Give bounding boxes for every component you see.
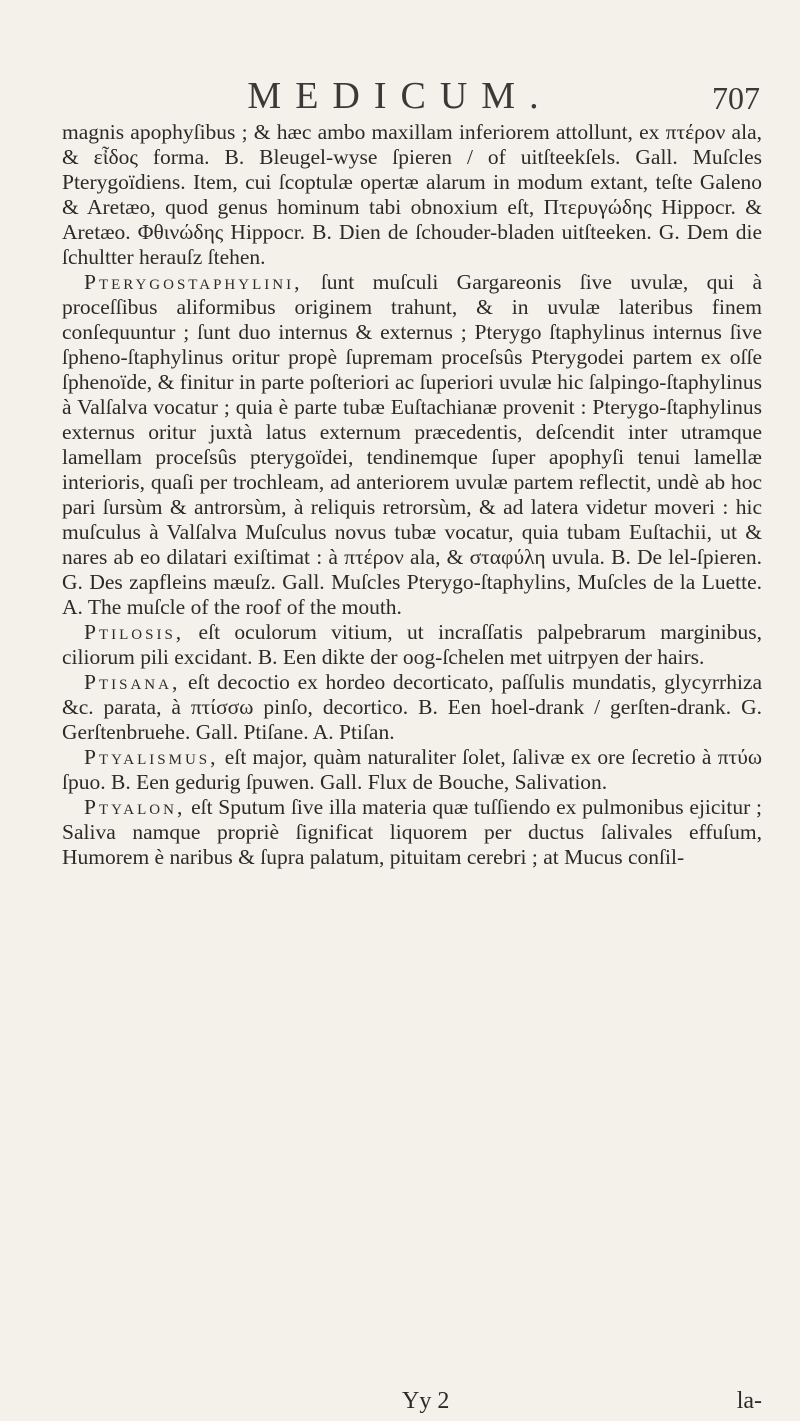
entry-ptilosis bbox=[62, 620, 762, 670]
entry-headword: Ptisana, bbox=[84, 670, 181, 694]
entry-text: eſt Sputum ſive illa materia quæ tuſſiendo ex pulmonibus ejicitur ; Saliva namque propriè ſignificat liquorem per ductus ſalivales effuſum, Humorem è naribus & ſupra palatum, pituitam cerebri ; at Mucus conſil- bbox=[62, 795, 763, 869]
entry-headword: Ptyalismus, bbox=[84, 745, 219, 769]
entry-ptyalon bbox=[62, 795, 762, 870]
dictionary-text bbox=[62, 120, 762, 870]
entry-headword: Ptilosis, bbox=[84, 620, 185, 644]
entry-text: eſt decoctio ex hordeo decorticato, paſſulis mundatis, glycyrrhiza &c. parata, à πτίσσω pinſo, decortico. B. Een hoel-drank / gerſten-drank. G. Gerſtenbruehe. Gall. Ptiſane. A. Ptiſan. bbox=[62, 670, 763, 744]
entry-headword: Pterygostaphylini, bbox=[84, 270, 303, 294]
entry-ptyalismus bbox=[62, 745, 762, 795]
signature-mark: Yy 2 bbox=[402, 1388, 450, 1414]
entry-headword: Ptyalon, bbox=[84, 795, 186, 819]
running-head: MEDICUM. bbox=[247, 75, 553, 117]
entry-ptisana bbox=[62, 670, 762, 745]
entry-pterygostaphylini bbox=[62, 270, 762, 620]
entry-text: magnis apophyſibus ; & hæc ambo maxillam inferiorem attollunt, ex πτέρον ala, & εἶδος forma. B. Bleugel-wyse ſpieren / of uitſteekſels. Gall. Muſcles Pterygoïdiens. Item, cui ſcoptulæ opertæ alarum in modum extant, teſte Galeno & Aretæo, quod genus hominum tabi obnoxium eſt, Πτερυγώδης Hippocr. & Aretæo. Φθινώδης Hippocr. B. Dien de ſchouder-bladen uitſteeken. G. Dem die ſchultter herauſz ſtehen. bbox=[62, 120, 762, 269]
catchword: la- bbox=[736, 1388, 762, 1414]
entry-text: ſunt muſculi Gargareonis ſive uvulæ, qui à proceſſibus aliformibus originem trahunt, & in uvulæ lateribus finem conſequuntur ; ſunt duo internus & externus ; Pterygo ſtaphylinus internus ſive ſpheno-ſtaphylinus oritur propè ſupremam proceſsûs Pterygodei partem ex oſſe ſphenoïde, & finitur in parte poſteriori ac ſuperiori uvulæ hic ſalpingo-ſtaphylinus à Valſalva vocatur ; quia è parte tubæ Euſtachianæ provenit : Pterygo-ſtaphylinus externus oritur juxtà latus externum præcedentis, deſcendit inter utramque lamellam proceſsûs pterygoïdei, tendinemque ſuper apophyſi tenui lamellæ interioris, quaſi per trochleam, ad anteriorem uvulæ partem reflectit, undè ab hoc pari ſursùm & antrorsùm, à reliquis retrorsùm, & ad latera videtur moveri : hic muſculus à Valſalva Muſculus novus tubæ vocatur, quia tubam Euſtachii, ut & nares ab eo dilatari exiſtimat : à πτέρον ala, & σταφύλη uvula. B. De lel-ſpieren. G. Des zapfleins mæuſz. Gall. Muſcles Pterygo-ſtaphylins, Muſcles de la Luette. A. The muſcle of the roof of the mouth. bbox=[62, 270, 762, 619]
page-number: 707 bbox=[712, 80, 760, 116]
entry-text: eſt oculorum vitium, ut incraſſatis palpebrarum marginibus, ciliorum pili excidant. B. Een dikte der oog-ſchelen met uitrpyen der hairs. bbox=[62, 620, 763, 669]
entry-text: eſt major, quàm naturaliter ſolet, ſalivæ ex ore ſecretio à πτύω ſpuo. B. Een gedurig ſpuwen. Gall. Flux de Bouche, Salivation. bbox=[62, 745, 762, 794]
entry-continuation bbox=[62, 120, 762, 270]
